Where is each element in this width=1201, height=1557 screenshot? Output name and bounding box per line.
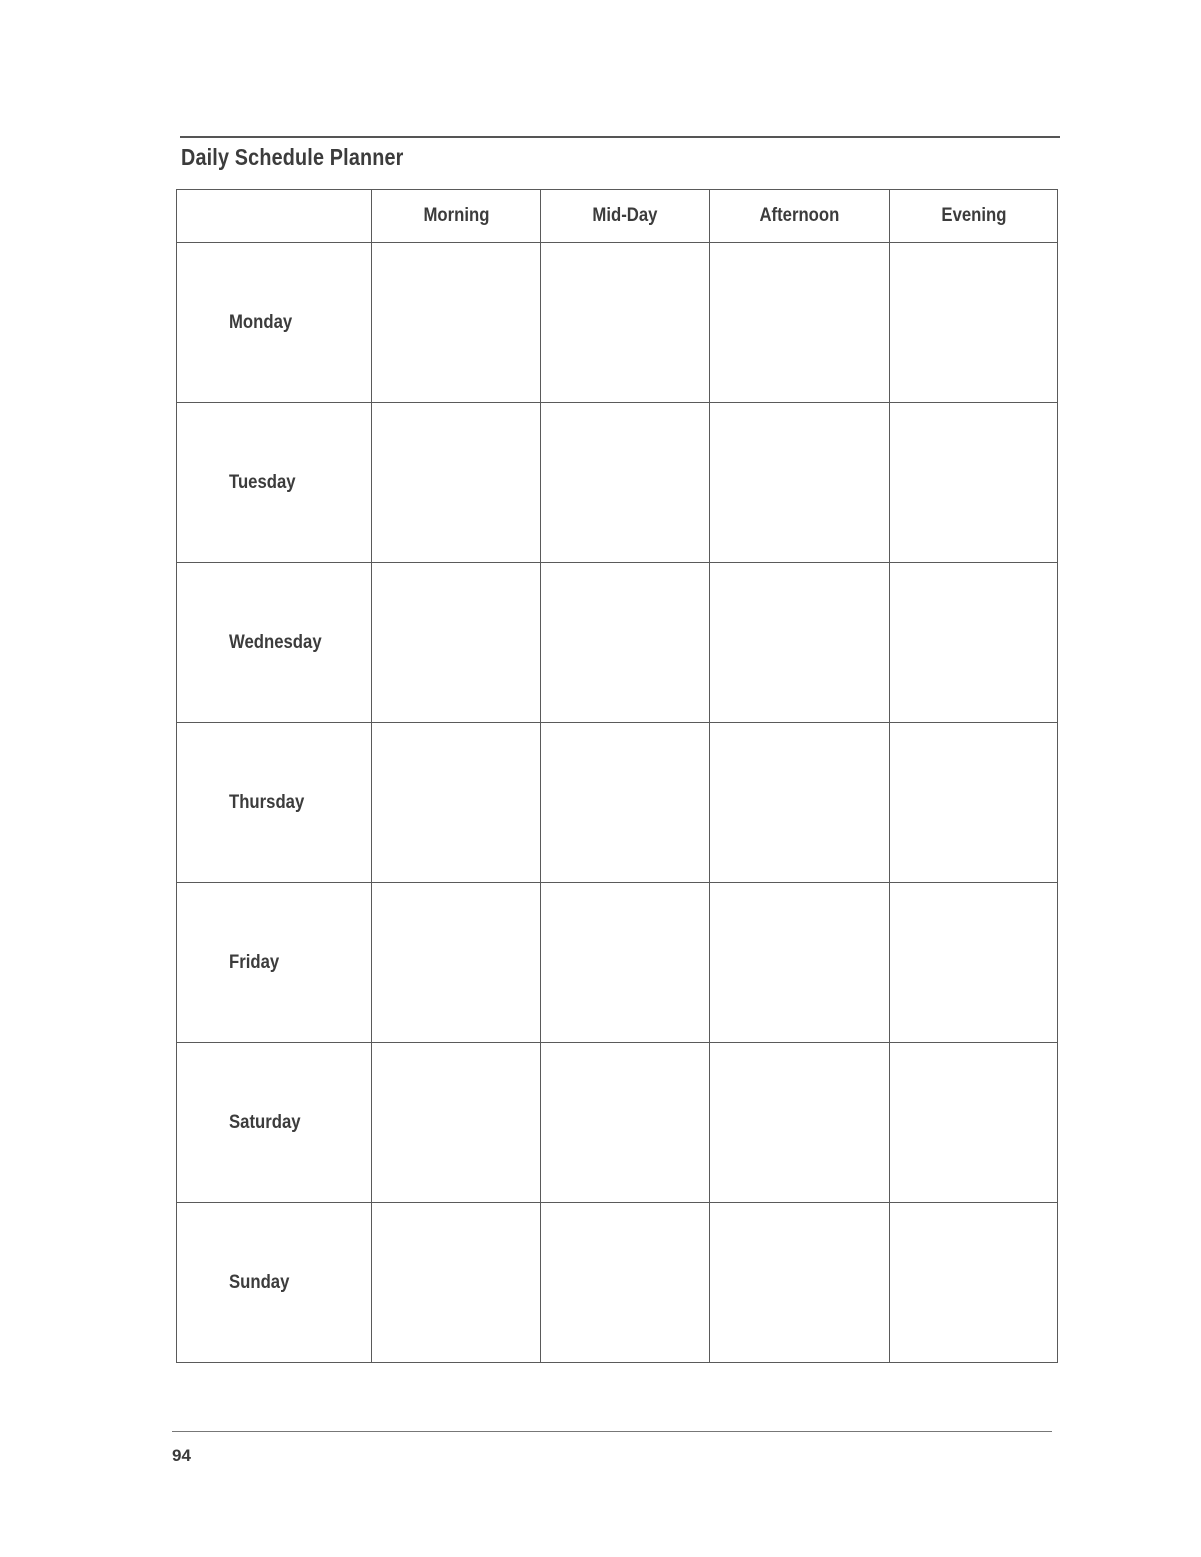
schedule-cell[interactable] bbox=[890, 723, 1058, 883]
header-afternoon: Afternoon bbox=[710, 190, 890, 243]
schedule-cell[interactable] bbox=[890, 883, 1058, 1043]
schedule-cell[interactable] bbox=[890, 1043, 1058, 1203]
schedule-cell[interactable] bbox=[541, 243, 710, 403]
schedule-cell[interactable] bbox=[541, 1203, 710, 1363]
schedule-cell[interactable] bbox=[710, 403, 890, 563]
schedule-cell[interactable] bbox=[710, 563, 890, 723]
table-row bbox=[177, 723, 1058, 883]
schedule-cell[interactable] bbox=[710, 1203, 890, 1363]
day-label: Saturday bbox=[177, 1043, 372, 1203]
day-label: Monday bbox=[177, 243, 372, 403]
table-row bbox=[177, 243, 1058, 403]
schedule-cell[interactable] bbox=[372, 1043, 541, 1203]
page-number: 94 bbox=[172, 1446, 191, 1465]
schedule-cell[interactable] bbox=[541, 723, 710, 883]
schedule-cell[interactable] bbox=[890, 1203, 1058, 1363]
day-label: Thursday bbox=[177, 723, 372, 883]
table-row bbox=[177, 1043, 1058, 1203]
schedule-cell[interactable] bbox=[541, 563, 710, 723]
schedule-cell[interactable] bbox=[710, 243, 890, 403]
schedule-cell[interactable] bbox=[710, 723, 890, 883]
day-label: Tuesday bbox=[177, 403, 372, 563]
schedule-cell[interactable] bbox=[372, 243, 541, 403]
table-row bbox=[177, 883, 1058, 1043]
schedule-cell[interactable] bbox=[541, 1043, 710, 1203]
header-mid-day: Mid-Day bbox=[541, 190, 710, 243]
table-row bbox=[177, 1203, 1058, 1363]
schedule-cell[interactable] bbox=[890, 403, 1058, 563]
schedule-cell[interactable] bbox=[372, 563, 541, 723]
bottom-rule bbox=[172, 1431, 1052, 1432]
page-title: Daily Schedule Planner bbox=[181, 144, 404, 170]
schedule-cell[interactable] bbox=[890, 243, 1058, 403]
day-label: Wednesday bbox=[177, 563, 372, 723]
header-row bbox=[177, 190, 1058, 243]
day-label: Friday bbox=[177, 883, 372, 1043]
schedule-cell[interactable] bbox=[372, 883, 541, 1043]
header-corner bbox=[177, 190, 372, 243]
schedule-cell[interactable] bbox=[710, 1043, 890, 1203]
table-row bbox=[177, 563, 1058, 723]
schedule-cell[interactable] bbox=[710, 883, 890, 1043]
schedule-cell[interactable] bbox=[541, 403, 710, 563]
schedule-cell[interactable] bbox=[372, 723, 541, 883]
schedule-cell[interactable] bbox=[541, 883, 710, 1043]
schedule-table bbox=[176, 189, 1058, 1363]
header-morning: Morning bbox=[372, 190, 541, 243]
table-row bbox=[177, 403, 1058, 563]
schedule-cell[interactable] bbox=[372, 403, 541, 563]
header-evening: Evening bbox=[890, 190, 1058, 243]
top-rule bbox=[180, 136, 1060, 138]
schedule-cell[interactable] bbox=[890, 563, 1058, 723]
schedule-cell[interactable] bbox=[372, 1203, 541, 1363]
day-label: Sunday bbox=[177, 1203, 372, 1363]
